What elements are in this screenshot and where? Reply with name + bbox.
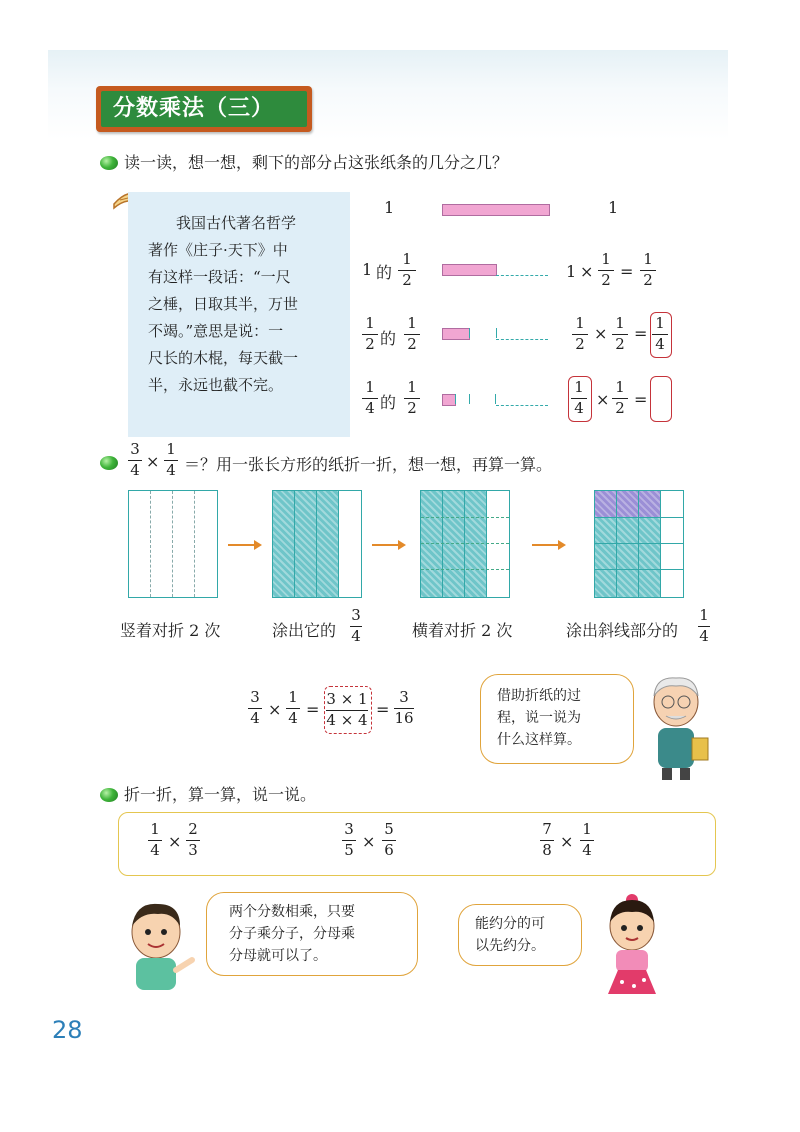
- caption-step-2-fraction: [350, 608, 362, 644]
- exercise-2-fraction-a: [342, 822, 356, 858]
- note-line: 我国古代著名哲学: [176, 214, 297, 232]
- equals-sign: =: [634, 324, 648, 343]
- numerator: 1: [655, 314, 665, 332]
- denominator: 4 × 4: [326, 711, 368, 729]
- fold-panel-3: [420, 490, 510, 598]
- numerator: 1: [615, 378, 625, 396]
- row4-strip-shaded: [442, 394, 456, 406]
- numerator: 1: [288, 688, 298, 706]
- numerator: 1: [699, 606, 709, 624]
- numerator: 3: [130, 440, 140, 458]
- numerator: 3: [250, 688, 260, 706]
- row3-fraction-b: [404, 316, 420, 352]
- numerator: 1: [365, 378, 375, 396]
- row2-strip-shaded: [442, 264, 497, 276]
- exercise-1-fraction-b: [186, 822, 200, 858]
- arrow-right-icon: [228, 544, 256, 546]
- denominator: 2: [643, 271, 653, 289]
- fold-panel-1: [128, 490, 218, 598]
- denominator: 4: [655, 335, 665, 353]
- caption-step-4-fraction: [698, 608, 710, 644]
- row3-strip-rest: [496, 339, 548, 340]
- numerator: 1: [166, 440, 176, 458]
- bubble-line: 分母就可以了。: [229, 948, 327, 964]
- boy-student-icon: [118, 898, 198, 998]
- denominator: 2: [407, 335, 417, 353]
- row4-fraction-b: [404, 380, 420, 416]
- numerator: 1: [582, 820, 592, 838]
- row3-eq-fraction-2: [612, 316, 628, 352]
- row1-whole-label: 1: [384, 198, 395, 217]
- green-bullet-icon: [100, 156, 118, 170]
- lesson-title-banner: [96, 86, 312, 132]
- equals-sign: =: [306, 700, 320, 719]
- exercise-3-fraction-b: [580, 822, 594, 858]
- row4-eq-fraction-2: [612, 380, 628, 416]
- denominator: 8: [542, 841, 552, 859]
- note-line: 不竭。”意思是说：一: [148, 322, 284, 340]
- exercise-1-fraction-a: [148, 822, 162, 858]
- page-number: 28: [52, 1016, 83, 1044]
- row2-of: 的: [376, 263, 393, 282]
- arrow-right-icon: [532, 544, 560, 546]
- exercise-box: [118, 812, 716, 876]
- denominator: 2: [601, 271, 611, 289]
- bubble-line: 以先约分。: [475, 938, 545, 954]
- equals-sign: =: [620, 262, 634, 281]
- times-sign: ×: [168, 832, 182, 851]
- boy-speech-bubble: [206, 892, 418, 976]
- numerator: 5: [384, 820, 394, 838]
- denominator: 4: [574, 399, 584, 417]
- denominator: 4: [699, 627, 709, 645]
- caption-step-3: 横着对折 2 次: [412, 621, 513, 640]
- denominator: 5: [344, 841, 354, 859]
- denominator: 6: [384, 841, 394, 859]
- numerator: 1: [402, 250, 412, 268]
- denominator: 2: [402, 271, 412, 289]
- times-sign: ×: [362, 832, 376, 851]
- denominator: 4: [288, 709, 298, 727]
- denominator: 4: [130, 461, 140, 479]
- arrow-right-icon: [372, 544, 400, 546]
- row3-strip-shaded: [442, 328, 470, 340]
- denominator: 2: [615, 335, 625, 353]
- times-sign: ×: [580, 262, 594, 281]
- numerator: 1: [150, 820, 160, 838]
- numerator: 7: [542, 820, 552, 838]
- caption-step-4: 涂出斜线部分的: [566, 621, 679, 640]
- denominator: 4: [250, 709, 260, 727]
- denominator: 3: [188, 841, 198, 859]
- row4-strip-rest: [496, 405, 548, 406]
- row4-fraction-a: [362, 380, 378, 416]
- exercise-3-fraction-a: [540, 822, 554, 858]
- green-bullet-icon: [100, 456, 118, 470]
- times-sign: ×: [146, 452, 160, 471]
- row2-answer-fraction: [640, 252, 656, 288]
- denominator: 2: [365, 335, 375, 353]
- denominator: 2: [407, 399, 417, 417]
- row2-fraction: [398, 252, 416, 288]
- bubble-line: 两个分数相乘，只要: [229, 904, 355, 920]
- row4-empty-answer-box[interactable]: [650, 376, 672, 422]
- denominator: 4: [365, 399, 375, 417]
- numerator: 1: [643, 250, 653, 268]
- note-line: 有这样一段话：“一尺: [148, 268, 291, 286]
- numerator: 3: [344, 820, 354, 838]
- note-line: 半，永远也截不完。: [148, 376, 284, 394]
- row2-eq-a: 1: [566, 262, 577, 281]
- question-3: 折一折，算一算，说一说。: [124, 785, 317, 804]
- s2-fraction-b: [164, 442, 178, 478]
- numerator: 3: [399, 688, 409, 706]
- bubble-line: 程，说一说为: [497, 710, 581, 726]
- note-line: 之棰，日取其半，万世: [148, 295, 299, 313]
- question-2: ＝？用一张长方形的纸折一折，想一想，再算一算。: [184, 455, 553, 474]
- story-note-text: [148, 210, 344, 399]
- bubble-line: 能约分的可: [475, 916, 545, 932]
- old-man-teacher-icon: [640, 672, 720, 784]
- bubble-line: 借助折纸的过: [497, 688, 581, 704]
- row3-eq-fraction-1: [572, 316, 588, 352]
- times-sign: ×: [560, 832, 574, 851]
- row3-of: 的: [380, 329, 397, 348]
- numerator: 1: [575, 314, 585, 332]
- green-bullet-icon: [100, 788, 118, 802]
- row4-strip-cut-1: [455, 394, 470, 404]
- denominator: 2: [575, 335, 585, 353]
- story-note-box: [128, 192, 350, 437]
- exercise-2-fraction-b: [382, 822, 396, 858]
- numerator: 1: [601, 250, 611, 268]
- numerator: 1: [407, 378, 417, 396]
- numerator: 3 × 1: [326, 690, 368, 708]
- caption-step-2: 涂出它的: [272, 621, 337, 640]
- row2-lead: 1: [362, 260, 373, 279]
- bubble-line: 什么这样算。: [497, 732, 581, 748]
- times-sign: ×: [596, 390, 610, 409]
- equals-sign: =: [634, 390, 648, 409]
- caption-step-1: 竖着对折 2 次: [120, 621, 221, 640]
- numerator: 3: [351, 606, 361, 624]
- bubble-text: [497, 685, 581, 751]
- bubble-text: [229, 901, 355, 967]
- row4-eq-fraction-1: [571, 380, 587, 416]
- note-line: 尺长的木棍，每天截一: [148, 349, 299, 367]
- lesson-title: 分数乘法（三）: [101, 91, 307, 127]
- row3-strip-cut: [469, 328, 497, 338]
- note-line: 著作《庄子·天下》中: [148, 241, 288, 259]
- girl-student-icon: [592, 890, 676, 1000]
- numerator: 1: [615, 314, 625, 332]
- row4-of: 的: [380, 393, 397, 412]
- denominator: 4: [150, 841, 160, 859]
- eq-process-fraction: [326, 692, 368, 728]
- eq-fraction-b: [286, 690, 300, 726]
- row2-strip-rest: [496, 275, 548, 276]
- times-sign: ×: [594, 324, 608, 343]
- numerator: 2: [188, 820, 198, 838]
- eq-result-fraction: [394, 690, 414, 726]
- eq-fraction-a: [248, 690, 262, 726]
- fold-panel-2: [272, 490, 362, 598]
- numerator: 1: [574, 378, 584, 396]
- bubble-line: 分子乘分子，分母乘: [229, 926, 355, 942]
- row1-strip: [442, 204, 550, 216]
- row2-eq-fraction: [598, 252, 614, 288]
- row4-strip-cut-2: [469, 394, 496, 404]
- teacher-speech-bubble: [480, 674, 634, 764]
- denominator: 16: [394, 709, 414, 727]
- question-1: 读一读，想一想，剩下的部分占这张纸条的几分之几？: [124, 153, 509, 172]
- row3-fraction-a: [362, 316, 378, 352]
- denominator: 4: [351, 627, 361, 645]
- row3-answer-fraction: [652, 316, 668, 352]
- double-shaded-region: [595, 491, 661, 517]
- equals-sign: =: [376, 700, 390, 719]
- numerator: 1: [407, 314, 417, 332]
- bubble-text: [475, 913, 545, 957]
- girl-speech-bubble: [458, 904, 582, 966]
- fold-panel-4: [594, 490, 684, 598]
- times-sign: ×: [268, 700, 282, 719]
- row1-result: 1: [608, 198, 619, 217]
- s2-fraction-a: [128, 442, 142, 478]
- denominator: 4: [166, 461, 176, 479]
- denominator: 2: [615, 399, 625, 417]
- denominator: 4: [582, 841, 592, 859]
- numerator: 1: [365, 314, 375, 332]
